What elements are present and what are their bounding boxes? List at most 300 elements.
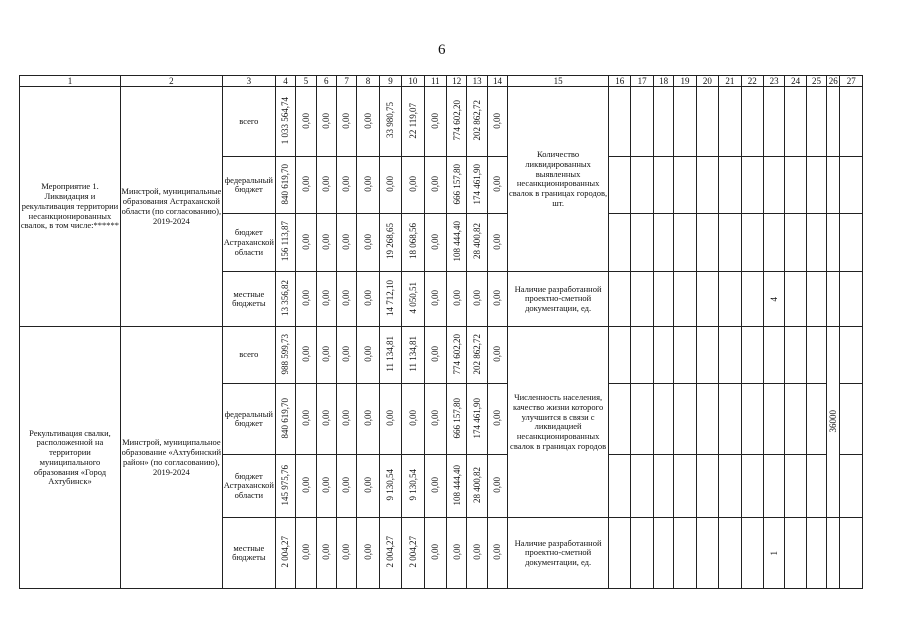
value-cell (357, 518, 379, 589)
target-cell (653, 214, 673, 272)
population-cell (827, 327, 840, 518)
value-cell (379, 214, 401, 272)
target-cell (763, 157, 784, 214)
population-cell-text: 36000 (828, 409, 839, 433)
value-cell (316, 214, 336, 272)
budget-label: бюджет Астраханской области (222, 214, 275, 272)
value-cell-text: 0,00 (492, 112, 503, 129)
value-cell (357, 87, 379, 157)
value-cell (379, 272, 401, 327)
value-cell-text: 9 130,54 (385, 469, 396, 501)
indicator-cell: Количество ликвидированных выявленных несанкционированных свалок в границах городов, шт. (508, 87, 609, 272)
value-cell (487, 327, 507, 384)
target-cell (674, 157, 696, 214)
target-cell (785, 518, 806, 589)
value-cell-text: 0,00 (492, 410, 503, 426)
column-header: 19 (674, 76, 696, 87)
value-cell-text: 0,00 (430, 346, 441, 362)
target-cell (609, 214, 631, 272)
value-cell (467, 384, 487, 455)
value-cell-text: 22 119,07 (407, 102, 418, 139)
value-cell (275, 384, 295, 455)
target-cell (674, 327, 696, 384)
target-cell (674, 455, 696, 518)
target-cell (806, 157, 826, 214)
value-cell-text: 0,00 (407, 176, 418, 192)
column-header: 18 (653, 76, 673, 87)
value-cell (424, 214, 446, 272)
value-cell-text: 2 004,27 (280, 536, 291, 568)
target-cell (696, 87, 718, 157)
value-cell-text: 0,00 (362, 176, 373, 192)
indicator-cell: Наличие разработанной проектно-сметной документации, ед. (508, 272, 609, 327)
value-cell (487, 157, 507, 214)
value-cell-text: 9 130,54 (407, 469, 418, 501)
target-cell (785, 157, 806, 214)
value-cell (316, 455, 336, 518)
value-cell (487, 87, 507, 157)
value-cell-text: 0,00 (430, 544, 441, 560)
value-cell (424, 87, 446, 157)
target-cell (719, 518, 741, 589)
executor-cell: Минстрой, муниципальное образование «Ахтубинский район» (по согласованию), 2019-2024 (120, 327, 222, 589)
indicator-cell: Наличие разработанной проектно-сметной документации, ед. (508, 518, 609, 589)
value-cell-text: 0,00 (362, 410, 373, 426)
value-cell-text: 156 113,87 (280, 221, 291, 262)
target-cell (763, 455, 784, 518)
value-cell-text: 2 004,27 (385, 536, 396, 568)
value-cell-text: 28 400,82 (471, 466, 482, 503)
target-cell (631, 214, 653, 272)
target-cell (806, 214, 826, 272)
value-cell-text: 0,00 (492, 233, 503, 250)
value-cell-text: 18 068,56 (407, 223, 418, 260)
target-cell-text: 1 (768, 550, 779, 556)
value-cell-text: 0,00 (341, 112, 352, 129)
value-cell (379, 87, 401, 157)
target-cell (631, 272, 653, 327)
column-header: 2 (120, 76, 222, 87)
value-cell-text: 13 356,82 (280, 279, 291, 316)
target-cell (653, 157, 673, 214)
column-header: 24 (785, 76, 806, 87)
value-cell-text: 202 862,72 (471, 100, 482, 141)
target-cell (696, 272, 718, 327)
target-cell (785, 87, 806, 157)
value-cell-text: 0,00 (300, 410, 311, 426)
column-header: 5 (296, 76, 316, 87)
value-cell (379, 157, 401, 214)
target-cell (763, 518, 784, 589)
budget-label: всего (222, 87, 275, 157)
value-cell (357, 157, 379, 214)
value-cell (402, 272, 424, 327)
value-cell (275, 157, 295, 214)
value-cell (402, 518, 424, 589)
value-cell-text: 0,00 (341, 290, 352, 306)
target-cell (719, 87, 741, 157)
value-cell (275, 87, 295, 157)
target-cell (785, 455, 806, 518)
target-cell (674, 518, 696, 589)
target-cell (741, 455, 763, 518)
value-cell-text: 0,00 (300, 233, 311, 250)
value-cell (424, 272, 446, 327)
target-cell (840, 214, 863, 272)
value-cell (379, 455, 401, 518)
target-cell (785, 384, 806, 455)
value-cell-text: 0,00 (321, 410, 332, 426)
value-cell-text: 0,00 (407, 410, 418, 426)
target-cell (653, 272, 673, 327)
target-cell (827, 157, 840, 214)
target-cell (609, 327, 631, 384)
target-cell (631, 384, 653, 455)
target-cell (674, 214, 696, 272)
target-cell (741, 272, 763, 327)
target-cell (609, 272, 631, 327)
target-cell (840, 87, 863, 157)
value-cell (447, 272, 467, 327)
value-cell-text: 11 134,81 (407, 336, 418, 372)
value-cell-text: 0,00 (430, 176, 441, 192)
value-cell-text: 0,00 (430, 112, 441, 129)
value-cell (275, 455, 295, 518)
value-cell-text: 0,00 (300, 477, 311, 493)
value-cell-text: 174 461,90 (471, 163, 482, 205)
column-header: 16 (609, 76, 631, 87)
target-cell (653, 518, 673, 589)
target-cell (609, 157, 631, 214)
program-table (19, 75, 863, 589)
value-cell (402, 157, 424, 214)
target-cell (806, 518, 826, 589)
value-cell-text: 0,00 (300, 112, 311, 129)
target-cell (806, 87, 826, 157)
target-cell (785, 214, 806, 272)
value-cell (487, 455, 507, 518)
value-cell-text: 0,00 (362, 290, 373, 306)
value-cell-text: 0,00 (300, 544, 311, 560)
target-cell (763, 384, 784, 455)
measure-cell: Рекультивация свалки, расположенной на территории муниципального образования «Город Ахтубинск» (20, 327, 121, 589)
value-cell-text: 33 980,75 (385, 102, 396, 139)
value-cell-text: 202 862,72 (471, 333, 482, 375)
value-cell (447, 455, 467, 518)
target-cell (827, 214, 840, 272)
column-header: 10 (402, 76, 424, 87)
column-header: 20 (696, 76, 718, 87)
target-cell (653, 384, 673, 455)
target-cell (696, 327, 718, 384)
value-cell-text: 0,00 (385, 410, 396, 426)
value-cell (379, 384, 401, 455)
value-cell-text: 988 599,73 (280, 333, 291, 375)
value-cell (487, 518, 507, 589)
target-cell (840, 157, 863, 214)
value-cell (296, 518, 316, 589)
value-cell-text: 1 033 564,74 (280, 96, 291, 145)
value-cell (316, 327, 336, 384)
column-header: 3 (222, 76, 275, 87)
target-cell (806, 327, 826, 384)
target-cell (631, 518, 653, 589)
value-cell-text: 0,00 (430, 233, 441, 250)
target-cell (719, 327, 741, 384)
target-cell (741, 214, 763, 272)
budget-label: федеральный бюджет (222, 157, 275, 214)
target-cell (763, 327, 784, 384)
value-cell (275, 272, 295, 327)
target-cell (674, 272, 696, 327)
value-cell (467, 214, 487, 272)
target-cell (806, 272, 826, 327)
target-cell (741, 87, 763, 157)
budget-label: всего (222, 327, 275, 384)
value-cell (336, 157, 356, 214)
column-header: 22 (741, 76, 763, 87)
target-cell (696, 455, 718, 518)
value-cell-text: 19 268,65 (385, 223, 396, 260)
value-cell (487, 214, 507, 272)
value-cell (402, 327, 424, 384)
value-cell-text: 0,00 (321, 176, 332, 192)
target-cell (719, 272, 741, 327)
value-cell-text: 0,00 (341, 176, 352, 192)
table-row (20, 87, 863, 157)
column-header: 9 (379, 76, 401, 87)
value-cell (424, 327, 446, 384)
value-cell (316, 384, 336, 455)
value-cell-text: 0,00 (492, 346, 503, 362)
value-cell (424, 455, 446, 518)
target-cell (741, 518, 763, 589)
column-header: 4 (275, 76, 295, 87)
value-cell (316, 157, 336, 214)
target-cell (806, 455, 826, 518)
value-cell-text: 0,00 (341, 233, 352, 250)
value-cell (336, 327, 356, 384)
value-cell (379, 327, 401, 384)
target-cell (609, 455, 631, 518)
target-cell (674, 87, 696, 157)
target-cell (827, 518, 840, 589)
target-cell (631, 455, 653, 518)
target-cell (674, 384, 696, 455)
target-cell (785, 272, 806, 327)
value-cell (447, 87, 467, 157)
value-cell (275, 327, 295, 384)
column-header: 15 (508, 76, 609, 87)
value-cell-text: 774 602,20 (451, 333, 462, 375)
target-cell (653, 455, 673, 518)
value-cell-text: 0,00 (362, 544, 373, 560)
value-cell (467, 518, 487, 589)
value-cell-text: 0,00 (300, 176, 311, 192)
column-header: 11 (424, 76, 446, 87)
column-header: 1 (20, 76, 121, 87)
table-row (20, 327, 863, 384)
value-cell-text: 0,00 (492, 176, 503, 192)
value-cell (424, 157, 446, 214)
value-cell (275, 518, 295, 589)
value-cell-text: 0,00 (300, 346, 311, 362)
value-cell-text: 0,00 (430, 410, 441, 426)
budget-label: бюджет Астраханской области (222, 455, 275, 518)
value-cell-text: 0,00 (341, 477, 352, 493)
target-cell (741, 384, 763, 455)
value-cell-text: 0,00 (430, 477, 441, 493)
value-cell (447, 214, 467, 272)
value-cell (296, 455, 316, 518)
value-cell-text: 0,00 (492, 290, 503, 306)
target-cell (840, 272, 863, 327)
value-cell (402, 87, 424, 157)
target-cell (741, 157, 763, 214)
value-cell-text: 0,00 (471, 544, 482, 560)
value-cell (467, 455, 487, 518)
value-cell (296, 327, 316, 384)
indicator-cell: Численность населения, качество жизни которого улучшится в связи с ликвидацией несанкционированных свалок в границах городов (508, 327, 609, 518)
value-cell (316, 87, 336, 157)
target-cell (827, 272, 840, 327)
budget-label: федеральный бюджет (222, 384, 275, 455)
value-cell-text: 14 712,10 (385, 279, 396, 316)
value-cell (336, 455, 356, 518)
column-header: 25 (806, 76, 826, 87)
value-cell (467, 157, 487, 214)
target-cell (631, 157, 653, 214)
target-cell (631, 327, 653, 384)
value-cell (424, 384, 446, 455)
value-cell (467, 87, 487, 157)
value-cell-text: 0,00 (341, 410, 352, 426)
column-header: 6 (316, 76, 336, 87)
value-cell (336, 87, 356, 157)
target-cell (653, 87, 673, 157)
target-cell (763, 214, 784, 272)
value-cell (296, 87, 316, 157)
target-cell (719, 455, 741, 518)
value-cell (402, 455, 424, 518)
value-cell-text: 11 134,81 (385, 336, 396, 372)
value-cell-text: 2 004,27 (407, 536, 418, 568)
value-cell (296, 384, 316, 455)
value-cell (487, 384, 507, 455)
target-cell (763, 87, 784, 157)
column-header: 8 (357, 76, 379, 87)
value-cell (424, 518, 446, 589)
target-cell-text: 4 (768, 296, 779, 302)
column-header: 21 (719, 76, 741, 87)
column-header: 13 (467, 76, 487, 87)
target-cell (696, 214, 718, 272)
target-cell (840, 327, 863, 384)
value-cell (379, 518, 401, 589)
target-cell (719, 214, 741, 272)
column-header: 12 (447, 76, 467, 87)
value-cell-text: 0,00 (385, 176, 396, 192)
value-cell (296, 157, 316, 214)
target-cell (609, 518, 631, 589)
value-cell (336, 272, 356, 327)
value-cell-text: 108 444,40 (451, 221, 462, 262)
target-cell (785, 327, 806, 384)
value-cell (336, 518, 356, 589)
target-cell (653, 327, 673, 384)
value-cell-text: 4 050,51 (407, 282, 418, 314)
value-cell (447, 327, 467, 384)
column-header: 26 (827, 76, 840, 87)
value-cell (467, 327, 487, 384)
value-cell (487, 272, 507, 327)
value-cell (357, 384, 379, 455)
value-cell-text: 108 444,40 (451, 464, 462, 506)
budget-label: местные бюджеты (222, 272, 275, 327)
value-cell-text: 0,00 (362, 346, 373, 362)
value-cell-text: 774 602,20 (451, 100, 462, 141)
value-cell-text: 0,00 (492, 544, 503, 560)
column-header: 27 (840, 76, 863, 87)
value-cell-text: 0,00 (300, 290, 311, 306)
column-header: 17 (631, 76, 653, 87)
target-cell (609, 384, 631, 455)
value-cell (296, 272, 316, 327)
value-cell (447, 157, 467, 214)
value-cell-text: 174 461,90 (471, 397, 482, 439)
measure-cell: Мероприятие 1. Ликвидация и рекультивация территории несанкционированных свалок, в том числе:****** (20, 87, 121, 327)
column-header: 7 (336, 76, 356, 87)
target-cell (719, 384, 741, 455)
value-cell-text: 0,00 (362, 233, 373, 250)
value-cell (447, 384, 467, 455)
target-cell (609, 87, 631, 157)
value-cell-text: 0,00 (430, 290, 441, 306)
value-cell (336, 384, 356, 455)
target-cell (719, 157, 741, 214)
value-cell-text: 0,00 (321, 233, 332, 250)
value-cell-text: 28 400,82 (471, 223, 482, 260)
value-cell (316, 518, 336, 589)
value-cell-text: 0,00 (451, 544, 462, 560)
value-cell-text: 0,00 (362, 477, 373, 493)
value-cell-text: 666 157,80 (451, 163, 462, 205)
value-cell (357, 455, 379, 518)
value-cell-text: 840 619,70 (280, 163, 291, 205)
value-cell (467, 272, 487, 327)
target-cell (840, 384, 863, 455)
value-cell-text: 0,00 (451, 290, 462, 306)
value-cell-text: 666 157,80 (451, 397, 462, 439)
target-cell (631, 87, 653, 157)
value-cell-text: 0,00 (321, 544, 332, 560)
budget-label: местные бюджеты (222, 518, 275, 589)
value-cell (357, 214, 379, 272)
value-cell (336, 214, 356, 272)
column-header: 14 (487, 76, 507, 87)
target-cell (840, 455, 863, 518)
target-cell (741, 327, 763, 384)
executor-cell: Минстрой, муниципальные образования Астраханской области (по согласованию), 2019-2024 (120, 87, 222, 327)
value-cell-text: 840 619,70 (280, 397, 291, 439)
value-cell-text: 145 975,76 (280, 464, 291, 506)
value-cell (402, 214, 424, 272)
value-cell-text: 0,00 (471, 290, 482, 306)
value-cell-text: 0,00 (362, 112, 373, 129)
value-cell (275, 214, 295, 272)
target-cell (696, 384, 718, 455)
target-cell (806, 384, 826, 455)
